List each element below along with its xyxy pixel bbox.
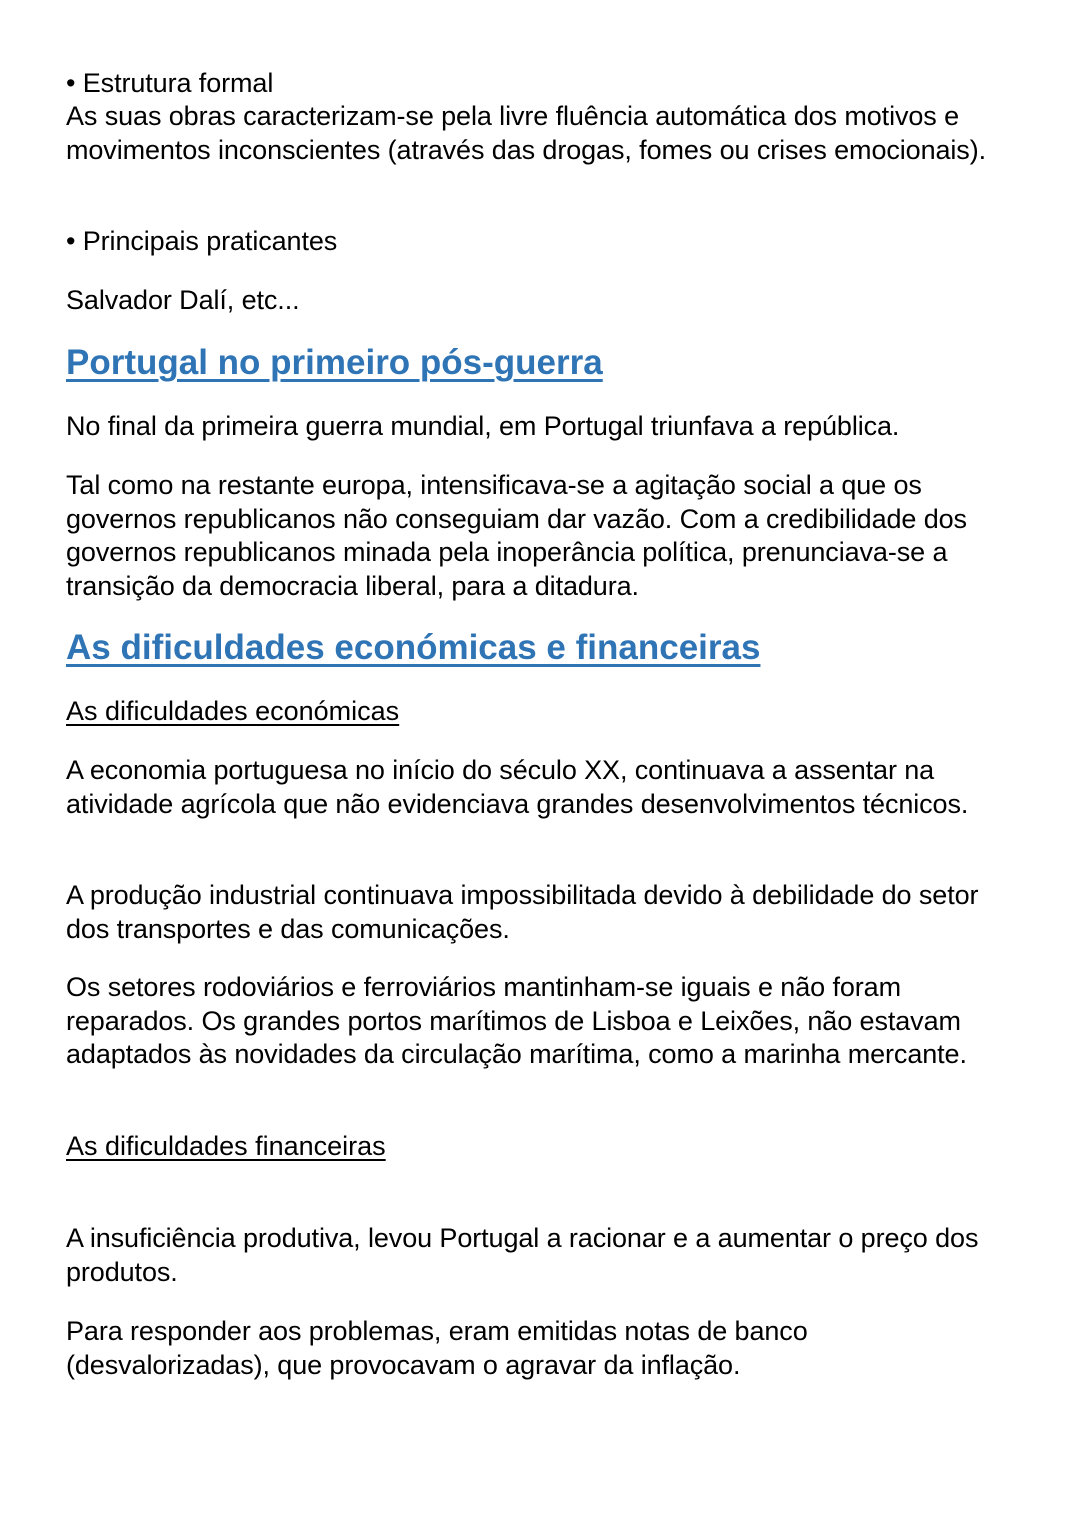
paragraph-estrutura-formal: As suas obras caracterizam-se pela livre fluência automática dos motivos e movimentos inconscientes (através das drogas, fomes ou crises emocionais). xyxy=(66,101,987,165)
bullet-estrutura-formal: • Estrutura formal xyxy=(66,68,274,98)
subheading-economicas: As dificuldades económicas xyxy=(66,696,400,726)
paragraph-producao-industrial: A produção industrial continuava impossibilitada devido à debilidade do setor dos transportes e das comunicações. xyxy=(66,880,979,944)
subheading-financeiras: As dificuldades financeiras xyxy=(66,1131,386,1161)
heading-dificuldades: As dificuldades económicas e financeiras xyxy=(66,628,761,667)
paragraph-insuficiencia: A insuficiência produtiva, levou Portugal a racionar e a aumentar o preço dos produtos. xyxy=(66,1223,979,1287)
paragraph-final-guerra: No final da primeira guerra mundial, em Portugal triunfava a república. xyxy=(66,411,900,441)
bullet-principais-praticantes: • Principais praticantes xyxy=(66,226,338,256)
paragraph-economia: A economia portuguesa no início do século XX, continuava a assentar na atividade agrícola que não evidenciava grandes desenvolvimentos técnicos. xyxy=(66,755,969,819)
paragraph-agitacao-social: Tal como na restante europa, intensificava-se a agitação social a que os governos republicanos não conseguiam dar vazão. Com a credibilidade dos governos republicanos minada pela inoperância política, prenunciava-se a transição da democracia liberal, para a ditadura. xyxy=(66,470,967,601)
paragraph-notas-banco: Para responder aos problemas, eram emitidas notas de banco (desvalorizadas), que provocavam o agravar da inflação. xyxy=(66,1316,808,1380)
paragraph-setores: Os setores rodoviários e ferroviários mantinham-se iguais e não foram reparados. Os grandes portos marítimos de Lisboa e Leixões, não estavam adaptados às novidades da circulação marítima, como a marinha mercante. xyxy=(66,972,967,1069)
paragraph-praticantes: Salvador Dalí, etc... xyxy=(66,285,300,315)
heading-portugal-pos-guerra: Portugal no primeiro pós-guerra xyxy=(66,343,603,382)
